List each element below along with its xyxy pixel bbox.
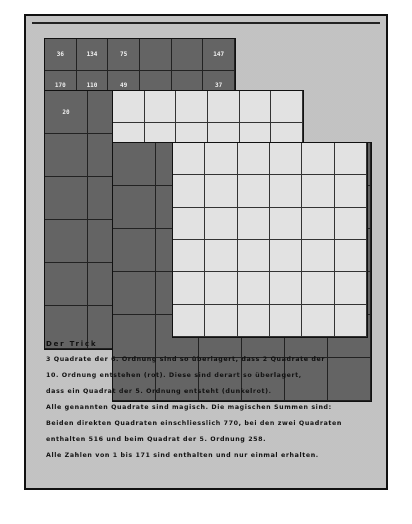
grid-cell (270, 208, 302, 240)
grid-cell: 134 (77, 39, 109, 71)
grid-cell (173, 208, 205, 240)
page-frame (24, 14, 388, 490)
grid-cell: 75 (108, 39, 140, 71)
grid-cell (205, 175, 237, 207)
grid-cell: 147 (203, 39, 235, 71)
grid-cell (205, 240, 237, 272)
grid-cell (238, 272, 270, 304)
grid-cell (45, 134, 88, 177)
grid-cell (176, 91, 208, 123)
grid-cell (335, 272, 367, 304)
grid-cell (238, 208, 270, 240)
grid-cell (270, 175, 302, 207)
square-5 (172, 142, 368, 338)
grid-cell (238, 143, 270, 175)
grid-cell (173, 305, 205, 337)
grid-cell (113, 272, 156, 315)
grid-cell (173, 175, 205, 207)
grid-cell (173, 272, 205, 304)
grid-cell (270, 305, 302, 337)
grid-cell (145, 91, 177, 123)
grid-cell (302, 208, 334, 240)
grid-cell (240, 91, 272, 123)
grid-cell (205, 305, 237, 337)
top-rule (32, 22, 380, 24)
grid-cell (270, 240, 302, 272)
grid-cell (270, 143, 302, 175)
text-line: 3 Quadrate der 6. Ordnung sind so überlagert, dass 2 Quadrate der (46, 356, 326, 363)
grid-cell (302, 240, 334, 272)
grid-cell (113, 186, 156, 229)
text-line: 10. Ordnung entstehen (rot). Diese sind derart so überlagert, (46, 372, 302, 379)
text-line: Alle genannten Quadrate sind magisch. Die magischen Summen sind: (46, 404, 332, 411)
grid-cell (335, 175, 367, 207)
grid-cell: 170 (45, 71, 77, 103)
grid-cell (113, 91, 145, 123)
text-title: Der Trick (46, 340, 98, 348)
grid-cell (335, 305, 367, 337)
grid-cell (302, 272, 334, 304)
text-line: Alle Zahlen von 1 bis 171 sind enthalten und nur einmal erhalten. (46, 452, 319, 459)
grid-cell (238, 175, 270, 207)
grid-cell (335, 240, 367, 272)
grid-cell: 20 (45, 91, 88, 134)
grid-cell (113, 229, 156, 272)
grid-cell (45, 220, 88, 263)
grid-cell (205, 208, 237, 240)
grid-cell: 110 (77, 71, 109, 103)
grid-cell (302, 175, 334, 207)
grid-cell (173, 240, 205, 272)
grid-cell (205, 272, 237, 304)
grid-cell (45, 177, 88, 220)
grid-cell (335, 143, 367, 175)
grid-cell (302, 143, 334, 175)
text-line: enthalten 516 und beim Quadrat der 5. Ordnung 258. (46, 436, 267, 443)
grid-cell (172, 39, 204, 71)
text-line: dass ein Quadrat der 5. Ordnung entsteht (dunkelrot). (46, 388, 272, 395)
grid-cell: 49 (108, 71, 140, 103)
grid-cell: 36 (45, 39, 77, 71)
grid-cell (140, 39, 172, 71)
grid-cell: 37 (203, 71, 235, 103)
grid-cell (205, 143, 237, 175)
grid-cell (271, 91, 303, 123)
grid-cell (45, 263, 88, 306)
text-block (46, 336, 390, 464)
text-line: Beiden direkten Quadraten einschliesslich 770, bei den zwei Quadraten (46, 420, 342, 427)
grid-cell (173, 143, 205, 175)
grid-cell (113, 143, 156, 186)
grid-cell (238, 240, 270, 272)
grid-cell (335, 208, 367, 240)
grid-cell (238, 305, 270, 337)
grid-cell (302, 305, 334, 337)
grid-cell (208, 91, 240, 123)
grid-cell (270, 272, 302, 304)
